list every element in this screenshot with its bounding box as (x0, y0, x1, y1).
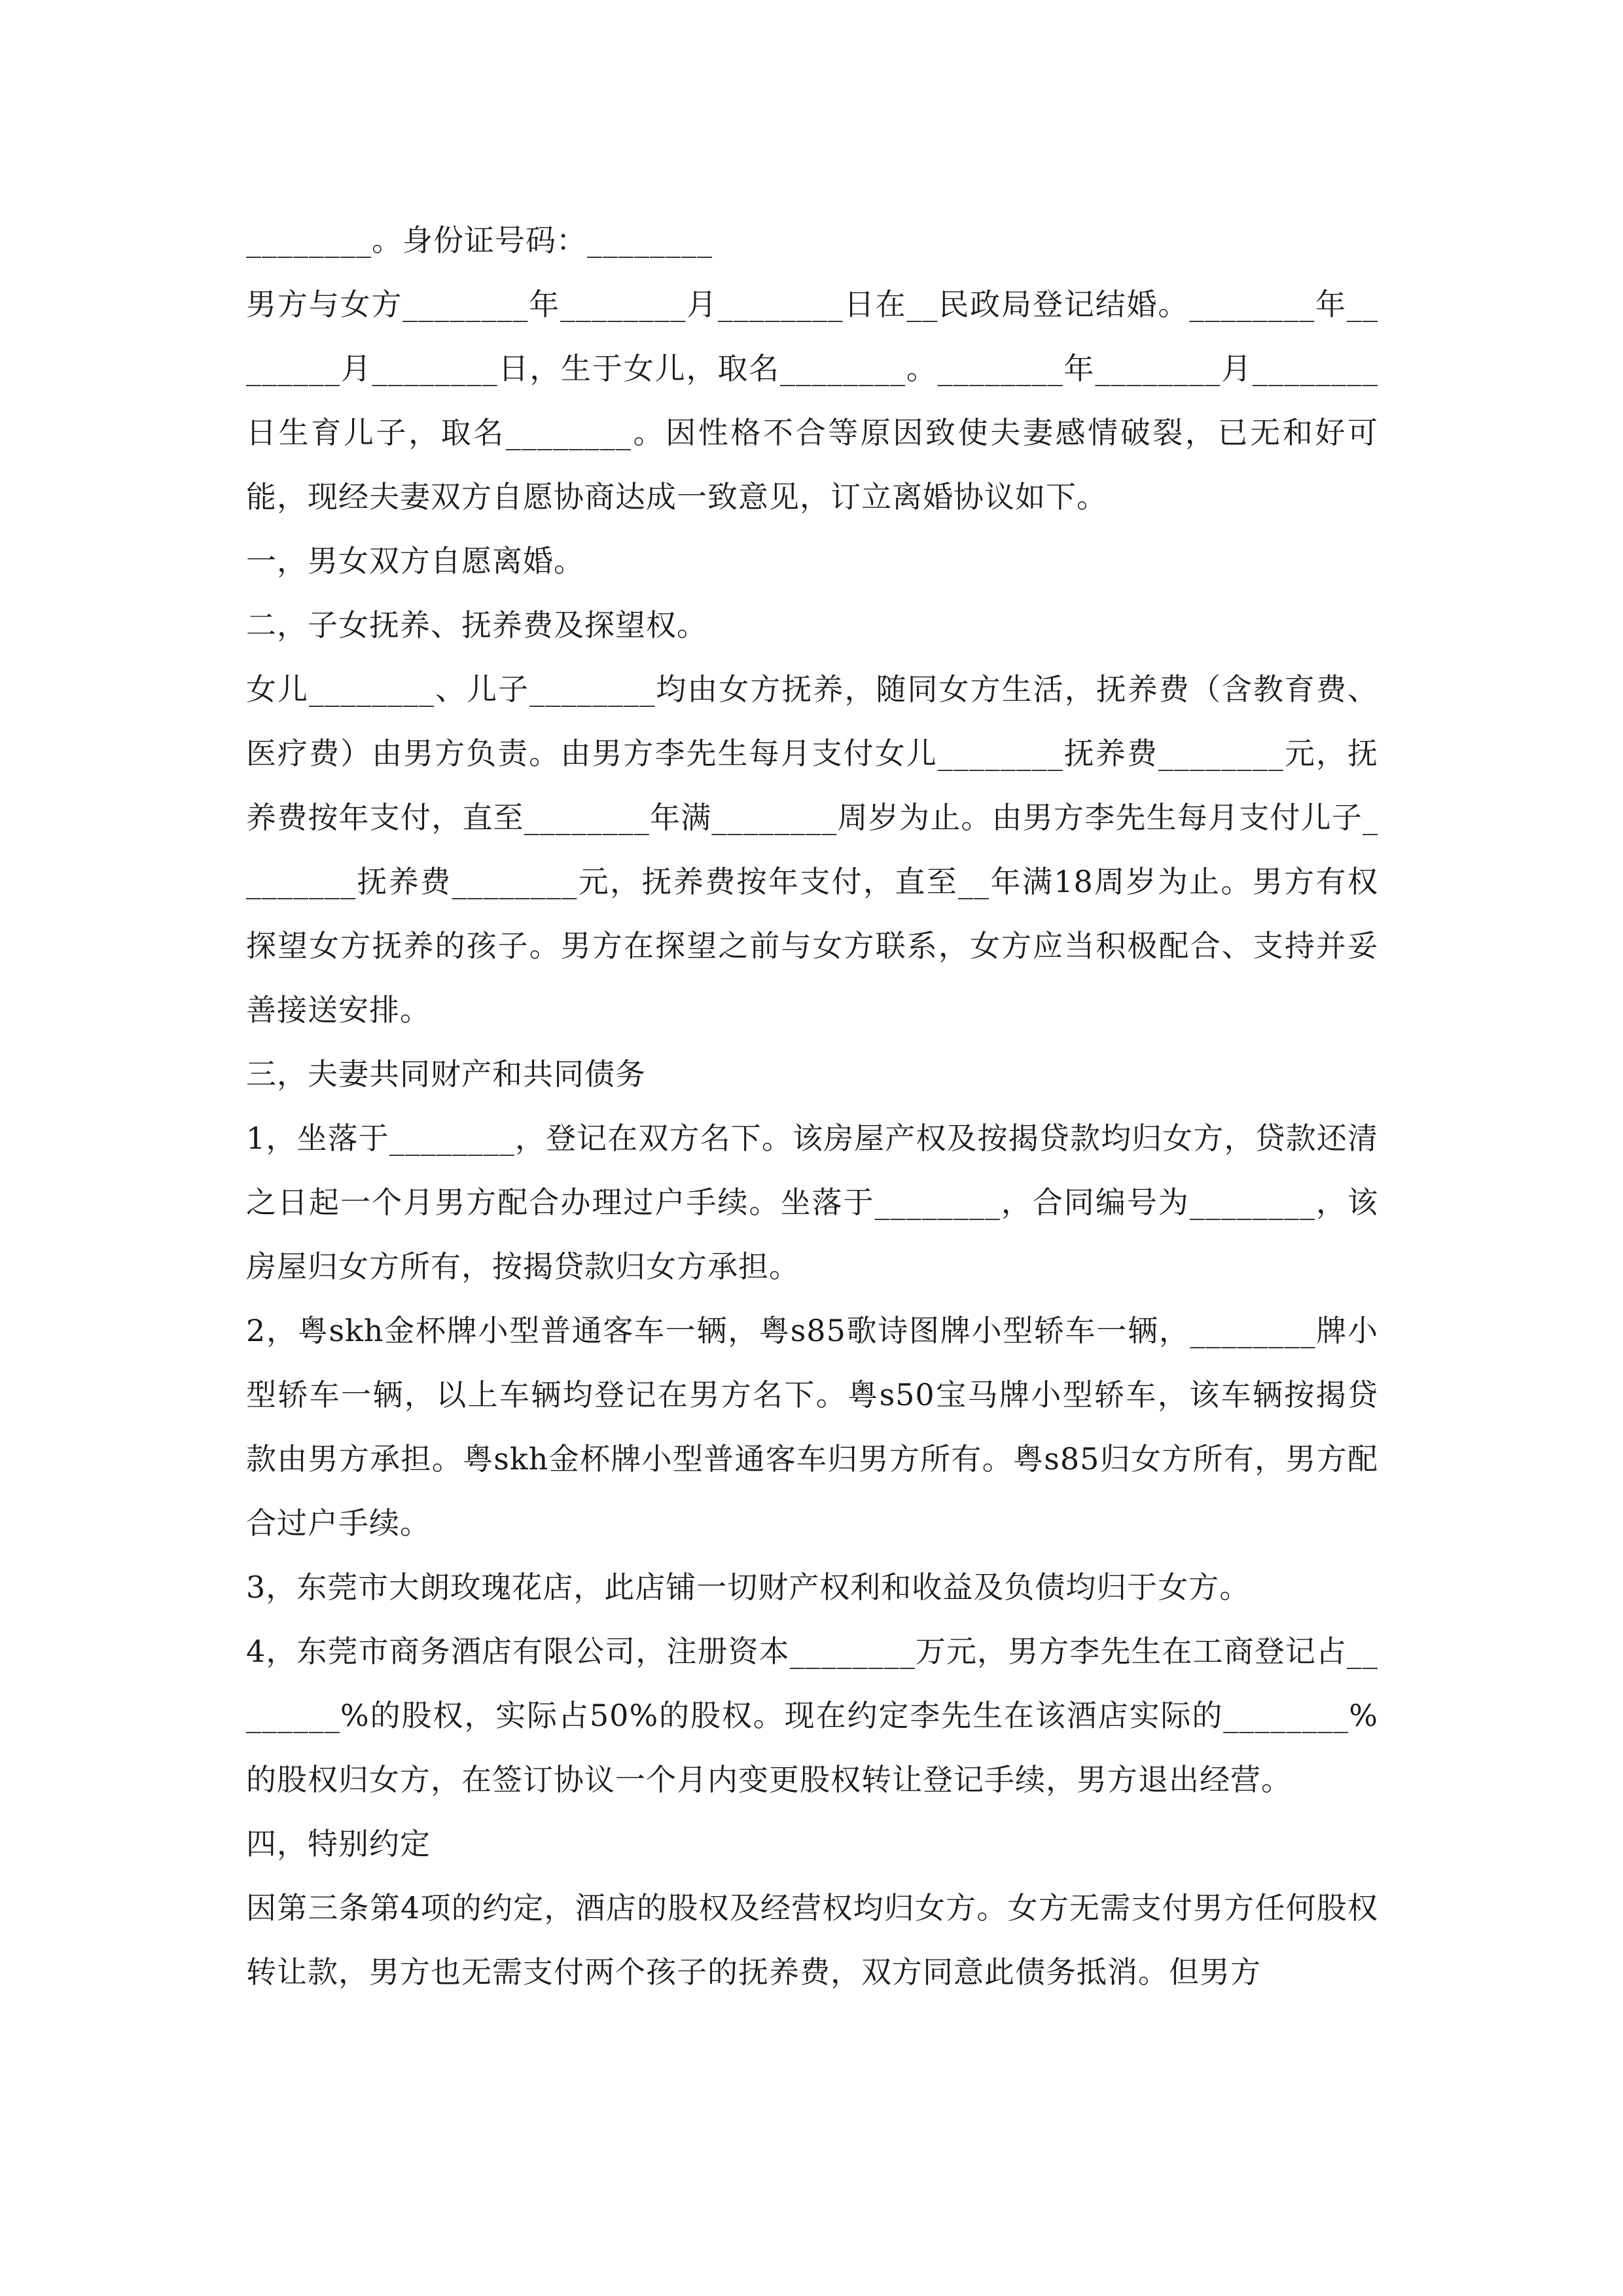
document-body (246, 208, 1378, 2004)
property-item-vehicles: 2，粤skh金杯牌小型普通客车一辆，粤s85歌诗图牌小型轿车一辆，________牌小型轿车一辆，以上车辆均登记在男方名下。粤s50宝马牌小型轿车，该车辆按揭贷款由男方承担。粤skh金杯牌小型普通客车归男方所有。粤s85归女方所有，男方配合过户手续。 (246, 1313, 1378, 1541)
special-agreement-paragraph: 因第三条第4项的约定，酒店的股权及经营权均归女方。女方无需支付男方任何股权转让款，男方也无需支付两个孩子的抚养费，双方同意此债务抵消。但男方 (246, 1890, 1378, 1990)
property-item-house: 1，坐落于________，登记在双方名下。该房屋产权及按揭贷款均归女方，贷款还清之日起一个月男方配合办理过户手续。坐落于________，合同编号为________，该房屋归女方所有，按揭贷款归女方承担。 (246, 1121, 1378, 1284)
section-heading-divorce: 一，男女双方自愿离婚。 (246, 543, 584, 579)
property-item-hotel-equity: 4，东莞市商务酒店有限公司，注册资本________万元，男方李先生在工商登记占________%的股权，实际占50%的股权。现在约定李先生在该酒店实际的________%的股权归女方，在签订协议一个月内变更股权转让登记手续，男方退出经营。 (246, 1634, 1378, 1797)
marriage-registration-paragraph: 男方与女方________年________月________日在__民政局登记结婚。________年________月________日，生于女儿，取名________。________年________月________日生育儿子，取名________。因性格不合等原因致使夫妻感情破裂，已无和好可能，现经夫妻双方自愿协商达成一致意见，订立离婚协议如下。 (246, 287, 1379, 514)
section-heading-property: 三，夫妻共同财产和共同债务 (246, 1056, 646, 1092)
id-number-line: ________。身份证号码：________ (246, 223, 713, 258)
section-heading-child-custody: 二，子女抚养、抚养费及探望权。 (246, 607, 707, 643)
property-item-shop: 3，东莞市大朗玫瑰花店，此店铺一切财产权利和收益及负债均归于女方。 (246, 1570, 1251, 1605)
section-heading-special-agreement: 四，特别约定 (246, 1826, 431, 1861)
child-support-paragraph: 女儿________、儿子________均由女方抚养，随同女方生活，抚养费（含教育费、医疗费）由男方负责。由男方李先生每月支付女儿________抚养费________元，抚养费按年支付，直至________年满________周岁为止。由男方李先生每月支付儿子________抚养费________元，抚养费按年支付，直至__年满18周岁为止。男方有权探望女方抚养的孩子。男方在探望之前与女方联系，女方应当积极配合、支持并妥善接送安排。 (246, 672, 1378, 1028)
